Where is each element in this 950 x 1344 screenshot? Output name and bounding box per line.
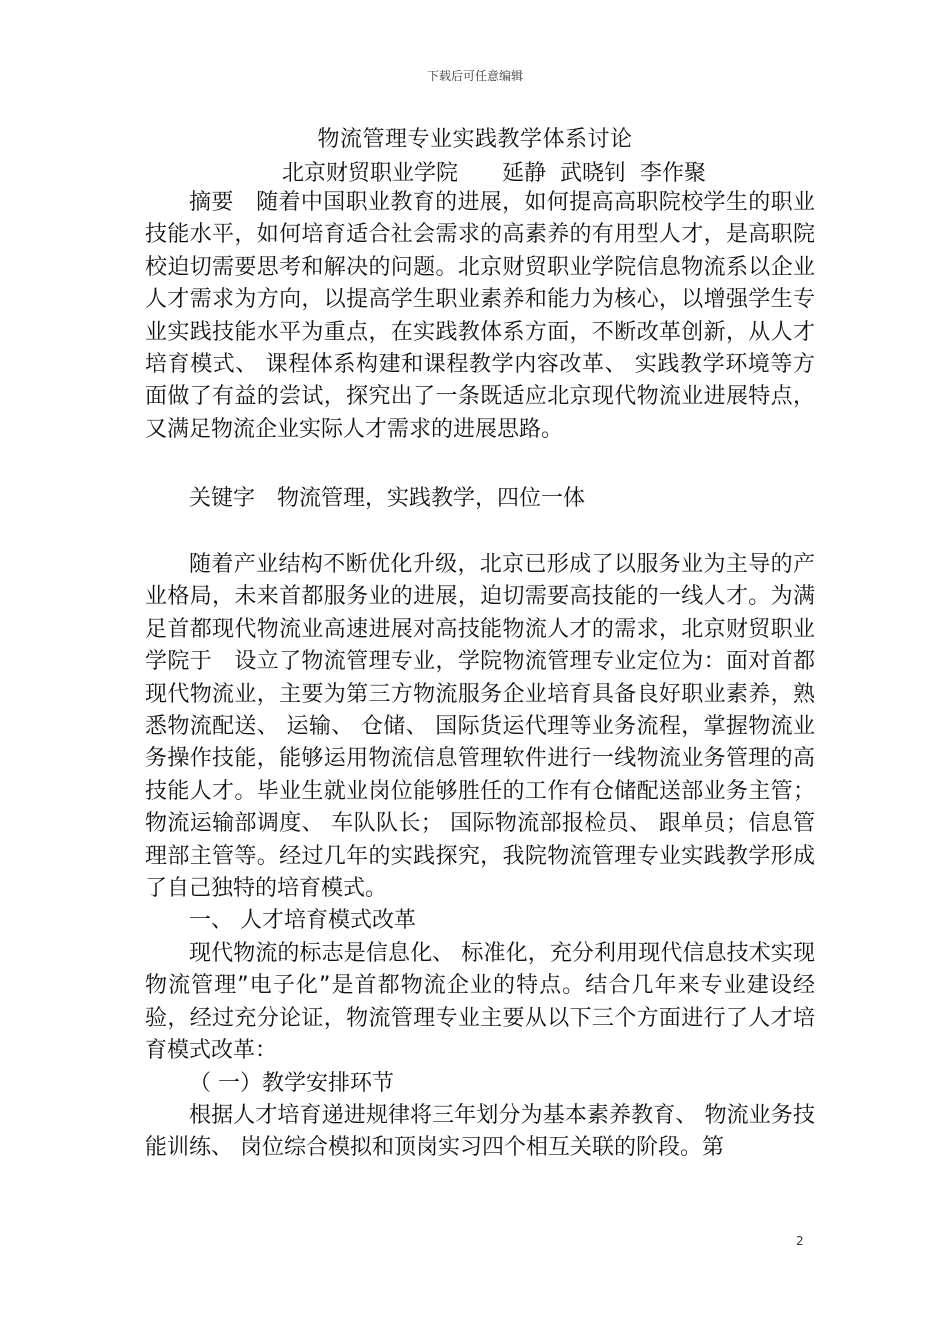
page-number: 2 xyxy=(796,1234,804,1248)
abstract-paragraph: 摘要 随着中国职业教育的进展，如何提高高职院校学生的职业技能水平，如何培育适合社会需求的高素养的有用型人才，是高职院校迫切需要思考和解决的问题。北京财贸职业学院信息物流系以企业人才需求为方向，以提高学生职业素养和能力为核心，以增强学生专业实践技能水平为重点，在实践教体系方面，不断改革创新，从人才培育模式、 课程体系构建和课程教学内容改革、 实践教学环境等方面做了有益的尝试，探究出了一条既适应北京现代物流业进展特点，又满足物流企业实际人才需求的进展思路。 xyxy=(145,190,815,442)
document-title: 物流管理专业实践教学体系讨论 xyxy=(317,127,633,152)
abstract-section xyxy=(145,187,815,446)
author-line: 北京财贸职业学院 延静 武晓钊 李作聚 xyxy=(282,161,706,186)
body-paragraph-stages: 根据人才培育递进规律将三年划分为基本素养教育、 物流业务技能训练、 岗位综合模拟和顶岗实习四个相互关联的阶段。第 xyxy=(145,1102,815,1161)
body-paragraph-intro: 随着产业结构不断优化升级，北京已形成了以服务业为主导的产业格局，未来首都服务业的进展，迫切需要高技能的一线人才。为满足首都现代物流业高速进展对高技能物流人才的需求，北京财贸职业学院于 设立了物流管理专业，学院物流管理专业定位为：面对首都现代物流业，主要为第三方物流服务企业培育具备良好职业素养，熟悉物流配送、 运输、 仓储、 国际货运代理等业务流程，掌握物流业务操作技能，能够运用物流信息管理软件进行一线物流业务管理的高技能人才。毕业生就业岗位能够胜任的工作有仓储配送部业务主管；物流运输部调度、 车队队长； 国际物流部报检员、 跟单员；信息管理部主管等。经过几年的实践探究，我院物流管理专业实践教学形成了自己独特的培育模式。 xyxy=(145,552,815,902)
keywords-paragraph: 关键字 物流管理，实践教学，四位一体 xyxy=(189,486,586,511)
keywords-section xyxy=(145,483,815,515)
main-body xyxy=(145,549,815,1165)
section-heading-1: 一、 人才培育模式改革 xyxy=(189,908,416,934)
subsection-heading-1: （ 一）教学安排环节 xyxy=(189,1070,394,1096)
page-header-note: 下载后可任意编辑 xyxy=(426,69,523,83)
body-paragraph-reform: 现代物流的标志是信息化、 标准化，充分利用现代信息技术实现物流管理”电子化”是首都物流企业的特点。结合几年来专业建设经验，经过充分论证，物流管理专业主要从以下三个方面进行了人才培育模式改革： xyxy=(145,940,815,1064)
